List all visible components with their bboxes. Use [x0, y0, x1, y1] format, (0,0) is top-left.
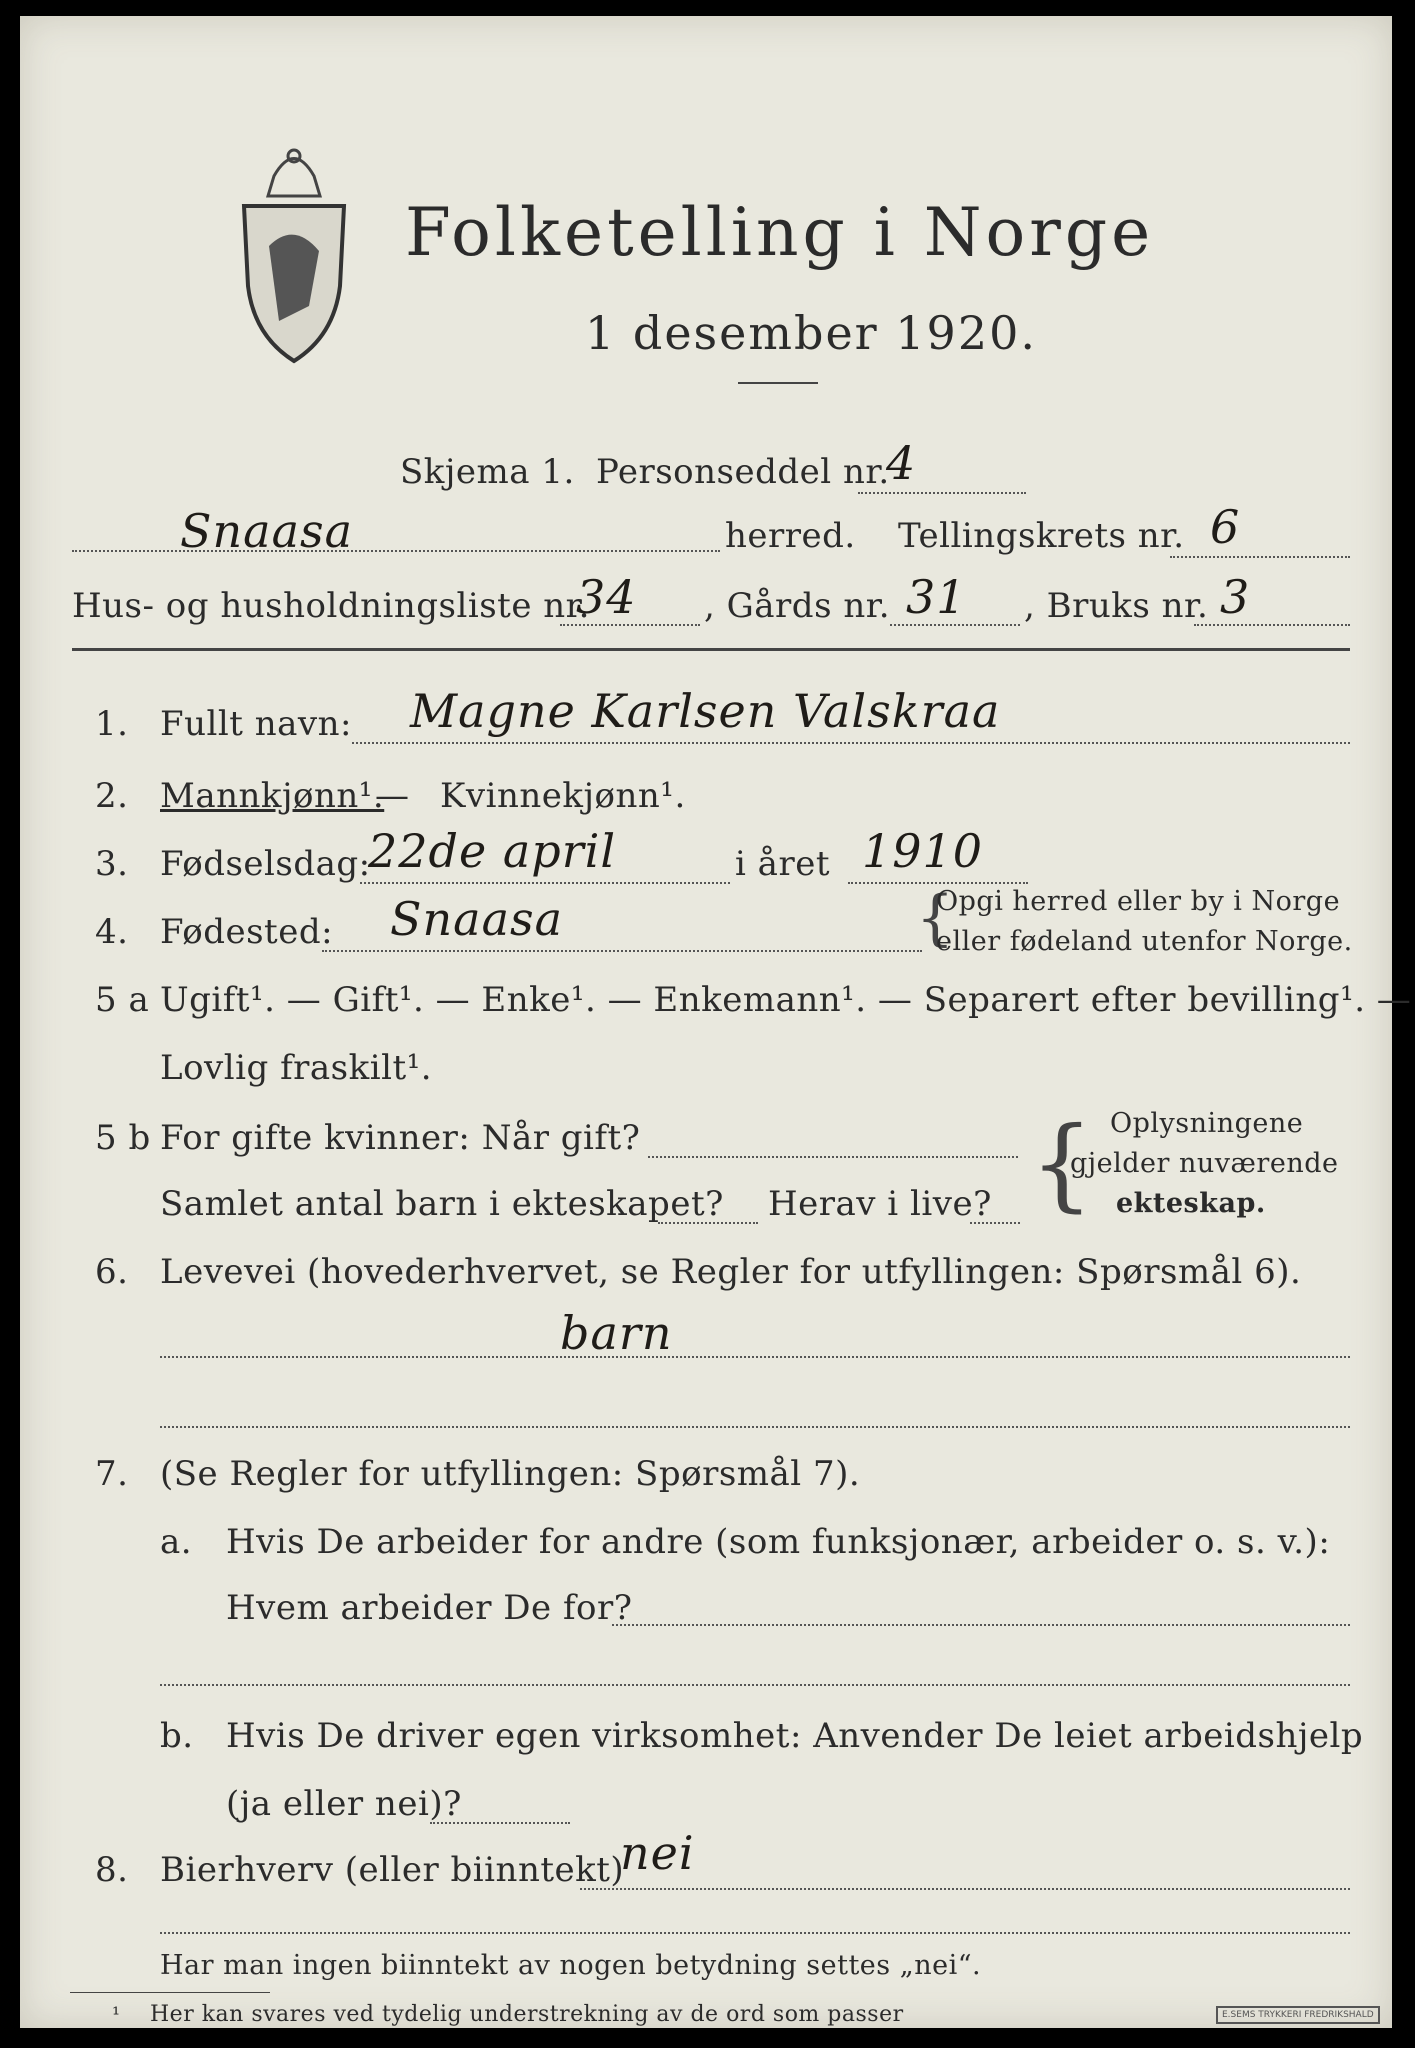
q3-number: 3.: [95, 844, 129, 884]
footnote-mark: ¹: [112, 2002, 121, 2026]
q7a-letter: a.: [160, 1522, 193, 1562]
q2-separator: —: [375, 776, 410, 816]
marital-status-divorced: Lovlig fraskilt¹.: [160, 1048, 433, 1088]
birthplace-note-1: Opgi herred eller by i Norge: [936, 886, 1341, 917]
side-income-label: Bierhverv (eller biinntekt): [160, 1850, 625, 1890]
husliste-label: Hus- og husholdningsliste nr.: [72, 586, 590, 626]
census-date: 1 desember 1920.: [585, 306, 1037, 360]
q5a-number: 5 a: [95, 980, 150, 1020]
tellingskrets-value: 6: [1210, 500, 1241, 554]
birth-year-value: 1910: [862, 824, 984, 878]
husliste-value: 34: [576, 570, 637, 624]
q4-label: Fødested:: [160, 912, 334, 952]
bruks-label: , Bruks nr.: [1024, 586, 1209, 626]
hired-help-label: (ja eller nei)?: [226, 1784, 462, 1824]
title-divider: [738, 382, 818, 384]
q7-label: (Se Regler for utfyllingen: Spørsmål 7).: [160, 1454, 861, 1494]
tellingskrets-label: Tellingskrets nr.: [898, 516, 1185, 556]
q8-number: 8.: [95, 1850, 129, 1890]
q7-number: 7.: [95, 1454, 129, 1494]
children-total-label: Samlet antal barn i ekteskapet?: [160, 1184, 724, 1224]
footnote-text: Her kan svares ved tydelig understrekning av de ord som passer: [150, 2002, 904, 2027]
birthplace-note-2: eller fødeland utenfor Norge.: [936, 926, 1353, 957]
birthday-value: 22de april: [368, 824, 617, 878]
q2-number: 2.: [95, 776, 129, 816]
marital-status-options: Ugift¹. — Gift¹. — Enke¹. — Enkemann¹. — Separert efter bevilling¹. —: [160, 980, 1412, 1020]
q5b-number: 5 b: [95, 1118, 151, 1158]
printer-stamp: E.SEMS TRYKKERI FREDRIKSHALD: [1216, 2006, 1380, 2024]
q7b-question: Hvis De driver egen virksomhet: Anvender De leiet arbeidshjelp: [226, 1716, 1364, 1756]
year-label: i året: [735, 844, 830, 884]
female-option: Kvinnekjønn¹.: [440, 776, 686, 816]
q3-label: Fødselsdag:: [160, 844, 371, 884]
occupation-value: barn: [560, 1306, 673, 1360]
q1-label: Fullt navn:: [160, 704, 352, 744]
census-form: Folketelling i Norge 1 desember 1920. Skjema 1. Personseddel nr. 4 Snaasa herred. Tellingskrets nr. 6 Hus- og husholdningsliste nr. 34 , Gårds nr. 31 , Bruks nr. 3 1. Fullt navn: Magne Karlsen Valskraa 2. Mannkjønn¹. — Kvinnekjønn¹. 3. Fødselsdag: 22de april i året 1910 4. Fødested: Snaasa { Opgi herred eller by i Norge eller fødeland utenfor Norge. 5 a Ugift¹. — Gift¹. — Enke¹. — Enkemann¹. — Separert efter bevilling¹. — Lovlig fraskilt¹. 5 b For gifte kvinner: Når gift? Samlet antal barn i ekteskapet? Herav i live? { Oplysningene gjelder nuværende ekteskap. 6. Levevei (hovederhvervet, se Regler for utfyllingen: Spørsmål 6). barn 7. (Se Regler for utfyllingen: Spørsmål 7). a. Hvis De arbeider for andre (som funksjonær, arbeider o. s. v.): Hvem arbeider De for? b. Hvis De driver egen virksomhet: Anvender De leiet arbeidshjelp (ja eller nei)? 8. Bierhverv (eller biinntekt) nei Har man ingen biinntekt av nogen betydning settes „nei“. ¹ Her kan svares ved tydelig understrekning av de ord som passer E.SEMS TRYKKERI FREDRIKSHALD: [20, 16, 1392, 2028]
q4-number: 4.: [95, 912, 129, 952]
side-income-note: Har man ingen biinntekt av nogen betydning settes „nei“.: [160, 1950, 982, 1981]
personseddel-value: 4: [886, 436, 917, 490]
married-when-label: For gifte kvinner: Når gift?: [160, 1118, 641, 1158]
herred-label: herred.: [725, 516, 856, 556]
gards-value: 31: [906, 570, 967, 624]
q7b-letter: b.: [160, 1716, 194, 1756]
norwegian-coat-of-arms-icon: [234, 136, 354, 366]
header-divider: [72, 648, 1350, 651]
male-option: Mannkjønn¹.: [160, 776, 385, 816]
q6-number: 6.: [95, 1252, 129, 1292]
employer-label: Hvem arbeider De for?: [226, 1588, 633, 1628]
skjema-label: Skjema 1.: [400, 452, 575, 492]
gards-label: , Gårds nr.: [704, 586, 891, 626]
occupation-label: Levevei (hovederhvervet, se Regler for utfyllingen: Spørsmål 6).: [160, 1252, 1302, 1292]
bruks-value: 3: [1220, 570, 1251, 624]
full-name-value: Magne Karlsen Valskraa: [410, 684, 1001, 738]
form-title: Folketelling i Norge: [405, 194, 1155, 271]
marriage-note-3: ekteskap.: [1116, 1188, 1266, 1219]
marriage-note-2: gjelder nuværende: [1070, 1148, 1339, 1179]
q1-number: 1.: [95, 704, 129, 744]
birthplace-value: Snaasa: [390, 892, 564, 946]
children-alive-label: Herav i live?: [768, 1184, 992, 1224]
side-income-value: nei: [620, 1826, 695, 1880]
marriage-note-1: Oplysningene: [1110, 1108, 1304, 1139]
herred-value: Snaasa: [180, 504, 354, 558]
personseddel-label: Personseddel nr.: [596, 452, 890, 492]
q7a-question: Hvis De arbeider for andre (som funksjonær, arbeider o. s. v.):: [226, 1522, 1331, 1562]
